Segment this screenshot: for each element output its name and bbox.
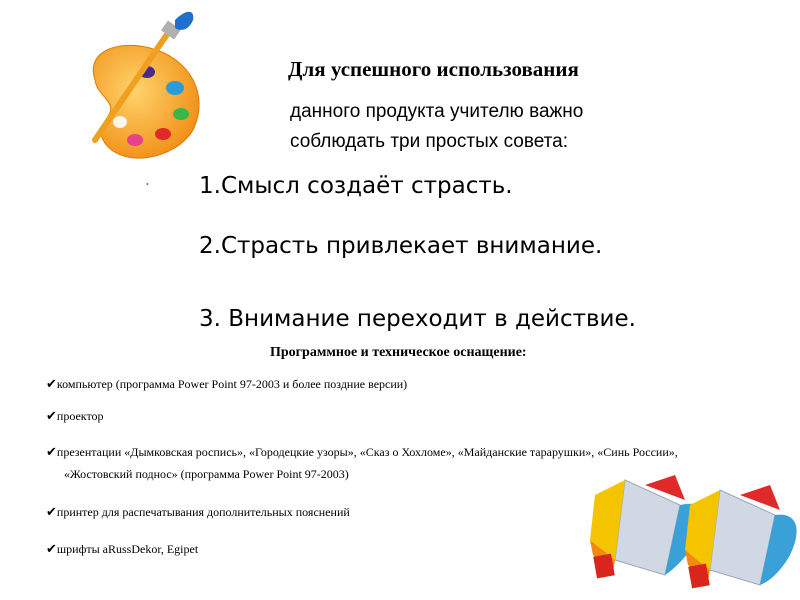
list-item-text: шрифты aRussDekor, Egipet (56, 542, 199, 556)
list-item (46, 408, 104, 424)
list-item (46, 504, 350, 520)
list-item-text: принтер для распечатывания дополнительных пояснений (56, 505, 350, 519)
list-item (46, 541, 198, 557)
equipment-title: Программное и техническое оснащение: (270, 345, 527, 360)
list-item-text: компьютер (программа Power Point 97-2003 и более поздние версии) (56, 377, 408, 391)
list-item-text: проектор (56, 409, 104, 423)
checkmark-icon: ✔ (46, 444, 57, 459)
checkmark-icon: ✔ (46, 541, 57, 556)
tip-3: 3. Внимание переходит в действие. (199, 306, 636, 332)
list-item (46, 376, 407, 392)
subtitle-line-2: соблюдать три простых совета: (290, 131, 568, 152)
tip-2: 2.Страсть привлекает внимание. (199, 233, 603, 259)
page-title: Для успешного использования (288, 57, 579, 81)
checkmark-icon: ✔ (46, 504, 57, 519)
checkmark-icon: ✔ (46, 376, 57, 391)
list-item-continuation: «Жостовский поднос» (программа Power Point 97-2003) (64, 467, 349, 481)
subtitle-line-1: данного продукта учителю важно (290, 101, 584, 122)
paint-tubes-icon (585, 460, 800, 600)
paint-palette-icon (75, 10, 215, 170)
paint-tube-right (685, 485, 797, 588)
list-item (46, 444, 678, 460)
decor-dot: • (146, 180, 149, 189)
checkmark-icon: ✔ (46, 408, 57, 423)
tip-1: 1.Смысл создаёт страсть. (199, 173, 513, 199)
list-item-text: презентации «Дымковская роспись», «Городецкие узоры», «Сказ о Хохломе», «Майданские тарарушки», «Синь России», (56, 445, 678, 459)
